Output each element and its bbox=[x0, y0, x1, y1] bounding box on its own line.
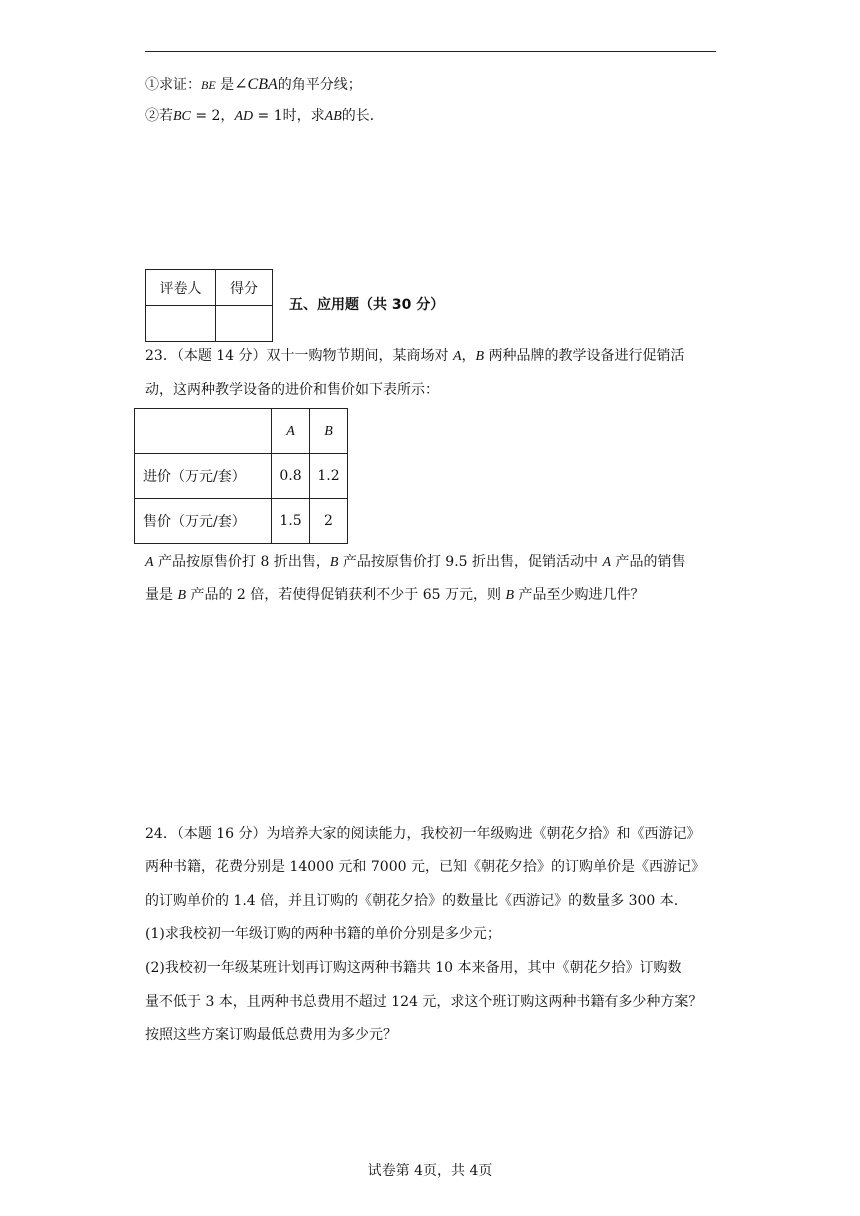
score-table-reviewer-label: 评卷人 bbox=[146, 270, 216, 306]
q23-line3-a: 产品按原售价打 8 折出售， bbox=[153, 554, 330, 570]
q22-var-be: BE bbox=[201, 78, 216, 92]
price-table-cell: 0.8 bbox=[272, 454, 310, 499]
q22-var-ad: AD bbox=[234, 109, 254, 124]
header-rule bbox=[145, 51, 716, 52]
q23-var-b: B bbox=[505, 588, 514, 603]
score-table-reviewer-cell bbox=[146, 306, 216, 342]
score-table bbox=[145, 269, 273, 342]
price-table-header-a bbox=[272, 409, 310, 454]
q23-line3 bbox=[145, 552, 685, 573]
score-table-score-label: 得分 bbox=[216, 270, 273, 306]
price-table-header bbox=[135, 409, 348, 454]
q22-var-bc: BC bbox=[173, 109, 191, 124]
price-table-corner bbox=[135, 409, 272, 454]
q22-part1-prefix: ①求证： bbox=[145, 77, 201, 93]
q22-var-ab: AB bbox=[324, 109, 342, 124]
q24-line2: 两种书籍，花费分别是 14000 元和 7000 元，已知《朝花夕拾》的订购单价是《西游记》 bbox=[145, 859, 705, 875]
price-table-cell: 1.2 bbox=[310, 454, 348, 499]
price-table-header-a-text: A bbox=[286, 423, 295, 439]
price-table-row-label: 进价（万元/套） bbox=[135, 454, 272, 499]
q23-var-a: A bbox=[145, 555, 154, 570]
q22-part2-prefix: ②若 bbox=[145, 108, 173, 124]
price-table-header-b-text: B bbox=[324, 423, 333, 439]
q22-part2 bbox=[145, 106, 384, 127]
q23-line1-b: ， bbox=[461, 348, 476, 364]
table-row bbox=[135, 499, 348, 544]
price-table-cell: 2 bbox=[310, 499, 348, 544]
q23-var-a: A bbox=[452, 349, 462, 364]
q23-line4 bbox=[145, 585, 644, 606]
table-row bbox=[135, 454, 348, 499]
section-title: 五、应用题（共 30 分） bbox=[289, 297, 445, 313]
q22-part1-suffix: 的角平分线； bbox=[277, 77, 362, 93]
q23-var-b: B bbox=[475, 349, 485, 364]
q24-line6: 量不低于 3 本，且两种书总费用不超过 124 元，求这个班订购这两种书籍有多少种方案？ bbox=[145, 994, 703, 1010]
q22-part2-mid2: = 1时，求 bbox=[253, 108, 325, 124]
q23-line2: 动，这两种教学设备的进价和售价如下表所示： bbox=[145, 382, 439, 398]
q24-line1: 24．（本题 16 分）为培养大家的阅读能力，我校初一年级购进《朝花夕拾》和《西游记》 bbox=[145, 826, 701, 842]
q23-var-b: B bbox=[177, 588, 187, 603]
q22-angle-cba: ∠CBA bbox=[234, 76, 278, 93]
q22-part2-mid1: = 2， bbox=[190, 108, 235, 124]
price-table bbox=[134, 408, 348, 544]
price-table-row-label: 售价（万元/套） bbox=[135, 499, 272, 544]
q23-var-a: A bbox=[602, 555, 612, 570]
q23-line4-a: 量是 bbox=[145, 587, 178, 603]
q23-var-b: B bbox=[329, 555, 339, 570]
q22-part1-mid: 是 bbox=[215, 77, 235, 93]
page-footer: 试卷第 4页，共 4页 bbox=[367, 1163, 493, 1179]
q23-line3-c: 产品的销售 bbox=[611, 554, 686, 570]
q24-line5: (2)我校初一年级某班计划再订购这两种书籍共 10 本来备用，其中《朝花夕拾》订购数 bbox=[145, 960, 682, 976]
q23-line1-c: 两种品牌的教学设备进行促销活 bbox=[484, 348, 685, 364]
q22-part1 bbox=[145, 75, 362, 95]
q23-line1 bbox=[145, 346, 685, 367]
price-table-header-b bbox=[310, 409, 348, 454]
q23-line3-b: 产品按原售价打 9.5 折出售，促销活动中 bbox=[338, 554, 603, 570]
q23-line4-b: 产品的 2 倍，若使得促销获利不少于 65 万元，则 bbox=[186, 587, 506, 603]
q23-line1-a: 23．（本题 14 分）双十一购物节期间，某商场对 bbox=[145, 348, 453, 364]
q24-line7: 按照这些方案订购最低总费用为多少元？ bbox=[145, 1027, 397, 1043]
q22-part2-suffix: 的长． bbox=[341, 108, 384, 124]
price-table-cell: 1.5 bbox=[272, 499, 310, 544]
score-table-score-cell bbox=[216, 306, 273, 342]
q23-line4-c: 产品至少购进几件？ bbox=[514, 587, 645, 603]
q24-line3: 的订购单价的 1.4 倍，并且订购的《朝花夕拾》的数量比《西游记》的数量多 300 本． bbox=[145, 893, 688, 909]
q24-line4: (1)求我校初一年级订购的两种书籍的单价分别是多少元； bbox=[145, 926, 501, 942]
